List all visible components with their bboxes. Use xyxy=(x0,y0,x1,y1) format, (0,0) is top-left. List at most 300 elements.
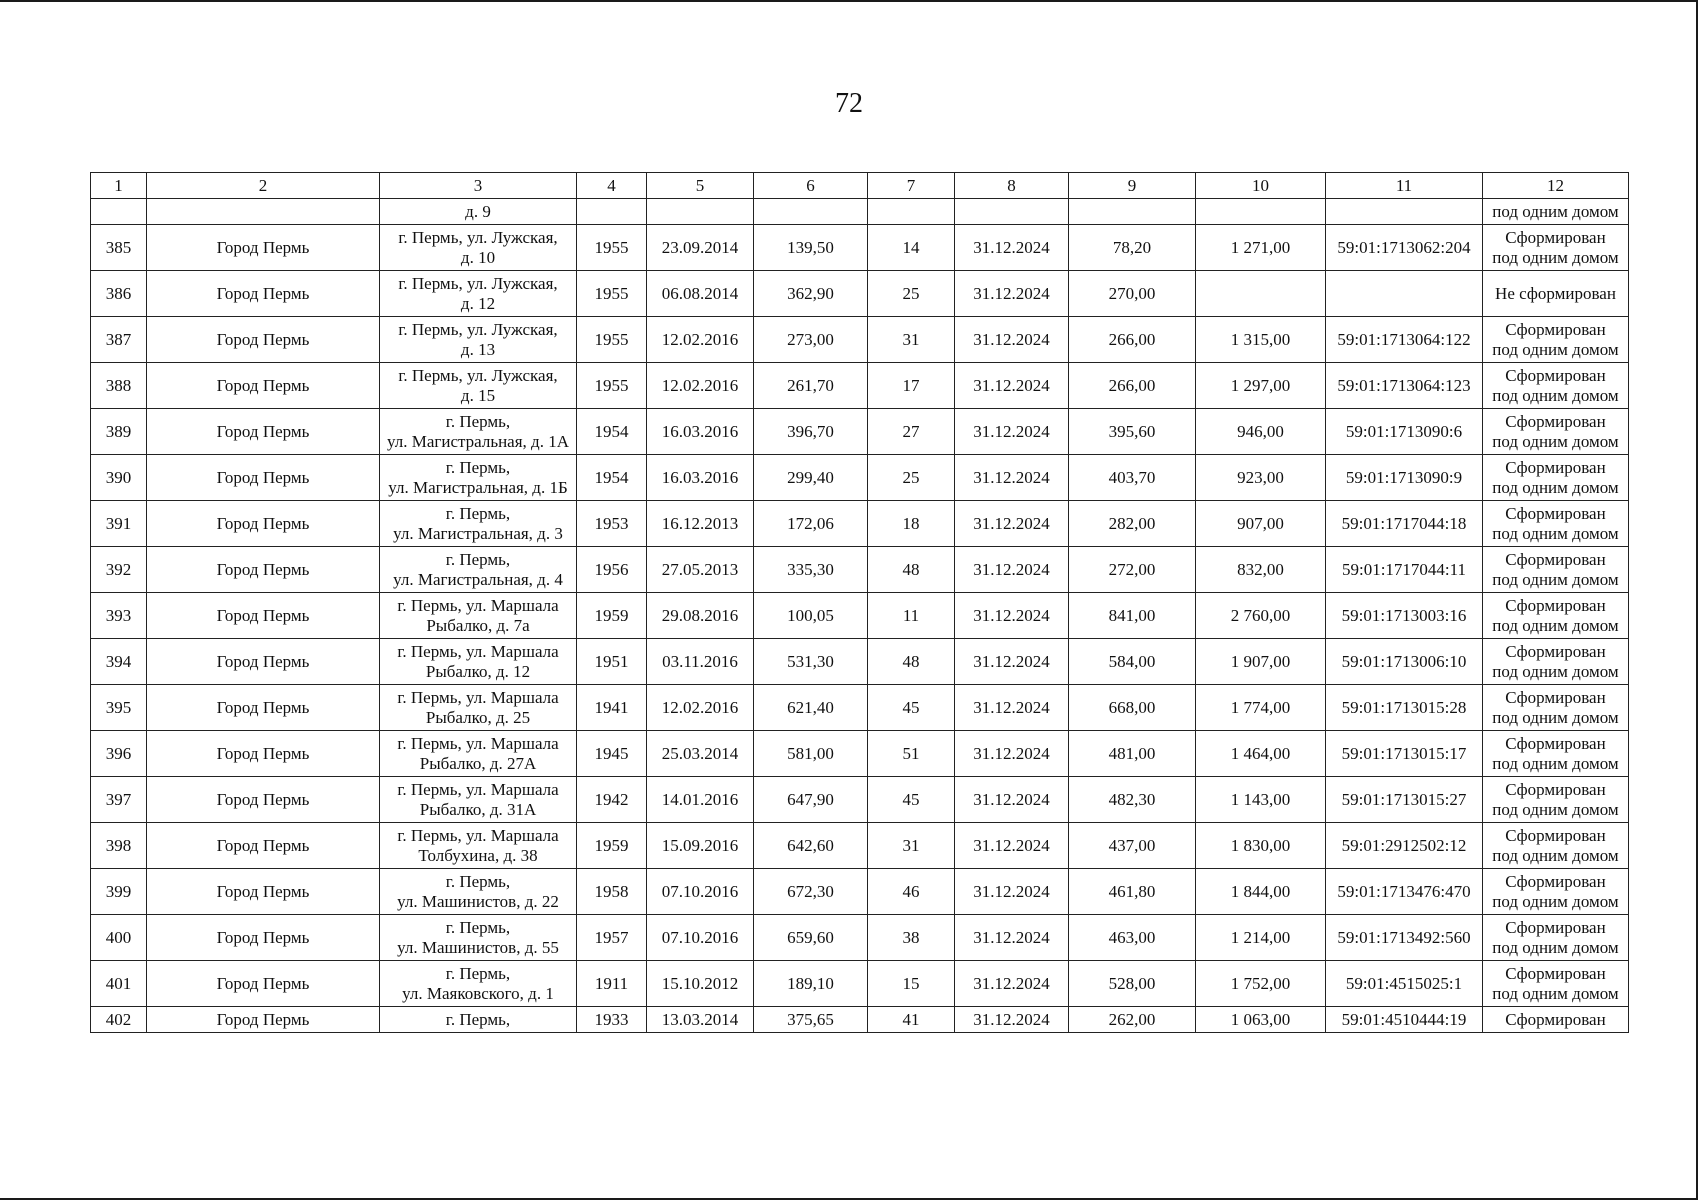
address-cell-line: ул. Машинистов, д. 22 xyxy=(397,891,559,911)
deadline-cell: 31.12.2024 xyxy=(955,501,1069,547)
residents-cell: 48 xyxy=(868,639,955,685)
address-cell-line: г. Пермь, xyxy=(445,457,511,477)
deadline-cell: 31.12.2024 xyxy=(955,731,1069,777)
address-cell-line: г. Пермь, xyxy=(445,503,511,523)
cadastral-number-cell: 59:01:1713090:6 xyxy=(1326,409,1483,455)
address-cell xyxy=(380,639,577,685)
address-cell-line: д. 13 xyxy=(460,339,496,359)
year-cell: 1954 xyxy=(577,455,647,501)
cadastral-number-cell: 59:01:1713006:10 xyxy=(1326,639,1483,685)
table-row xyxy=(91,317,1629,363)
address-cell-line: ул. Магистральная, д. 1Б xyxy=(388,477,568,497)
living-area-cell: 282,00 xyxy=(1069,501,1196,547)
cadastral-number-cell: 59:01:1717044:11 xyxy=(1326,547,1483,593)
date-cell: 25.03.2014 xyxy=(647,731,754,777)
table-row xyxy=(91,961,1629,1007)
address-cell xyxy=(380,409,577,455)
land-status-cell xyxy=(1483,685,1629,731)
area-cell: 647,90 xyxy=(754,777,868,823)
land-status-cell xyxy=(1483,455,1629,501)
land-status-cell xyxy=(1483,915,1629,961)
date-cell: 07.10.2016 xyxy=(647,869,754,915)
column-header: 11 xyxy=(1326,173,1483,199)
residents-cell: 51 xyxy=(868,731,955,777)
column-header: 4 xyxy=(577,173,647,199)
deadline-cell: 31.12.2024 xyxy=(955,823,1069,869)
deadline-cell: 31.12.2024 xyxy=(955,869,1069,915)
deadline-cell xyxy=(955,199,1069,225)
municipality-cell: Город Пермь xyxy=(147,961,380,1007)
land-status-cell-line: Сформирован xyxy=(1505,411,1606,431)
land-status-cell-line: Сформирован xyxy=(1505,595,1606,615)
date-cell: 16.03.2016 xyxy=(647,455,754,501)
land-status-cell-line: под одним домом xyxy=(1492,661,1619,681)
address-cell-line: г. Пермь, xyxy=(445,1009,511,1029)
land-status-cell xyxy=(1483,869,1629,915)
cadastral-number-cell xyxy=(1326,199,1483,225)
residents-cell: 18 xyxy=(868,501,955,547)
year-cell: 1959 xyxy=(577,593,647,639)
page-number: 72 xyxy=(835,88,863,119)
table-header xyxy=(91,173,1629,199)
area-cell: 642,60 xyxy=(754,823,868,869)
land-status-cell-line: Сформирован xyxy=(1505,549,1606,569)
column-header: 1 xyxy=(91,173,147,199)
land-status-cell xyxy=(1483,317,1629,363)
year-cell xyxy=(577,199,647,225)
land-status-cell-line: под одним домом xyxy=(1492,569,1619,589)
municipality-cell: Город Пермь xyxy=(147,363,380,409)
address-cell-line: д. 10 xyxy=(460,247,496,267)
page-border-top xyxy=(0,0,1698,2)
address-cell-line: д. 9 xyxy=(465,201,491,221)
land-status-cell-line: Сформирован xyxy=(1505,779,1606,799)
municipality-cell: Город Пермь xyxy=(147,777,380,823)
land-area-cell: 1 774,00 xyxy=(1196,685,1326,731)
municipality-cell: Город Пермь xyxy=(147,639,380,685)
land-status-cell xyxy=(1483,271,1629,317)
land-status-cell-line: Сформирован xyxy=(1505,963,1606,983)
residents-cell: 11 xyxy=(868,593,955,639)
address-cell-line: ул. Магистральная, д. 3 xyxy=(393,523,563,543)
date-cell: 12.02.2016 xyxy=(647,317,754,363)
table-row xyxy=(91,409,1629,455)
land-status-cell-line: под одним домом xyxy=(1492,983,1619,1003)
land-area-cell xyxy=(1196,199,1326,225)
land-status-cell xyxy=(1483,501,1629,547)
land-status-cell-line: Сформирован xyxy=(1505,733,1606,753)
residents-cell: 46 xyxy=(868,869,955,915)
land-status-cell xyxy=(1483,777,1629,823)
land-area-cell: 1 297,00 xyxy=(1196,363,1326,409)
year-cell: 1941 xyxy=(577,685,647,731)
land-area-cell xyxy=(1196,271,1326,317)
residents-cell: 27 xyxy=(868,409,955,455)
deadline-cell: 31.12.2024 xyxy=(955,271,1069,317)
year-cell: 1957 xyxy=(577,915,647,961)
row-number-cell: 385 xyxy=(91,225,147,271)
date-cell: 03.11.2016 xyxy=(647,639,754,685)
housing-registry-table xyxy=(90,172,1629,1033)
table-row xyxy=(91,501,1629,547)
cadastral-number-cell xyxy=(1326,271,1483,317)
address-cell xyxy=(380,961,577,1007)
deadline-cell: 31.12.2024 xyxy=(955,1007,1069,1033)
year-cell: 1956 xyxy=(577,547,647,593)
land-status-cell-line: под одним домом xyxy=(1492,247,1619,267)
table-row xyxy=(91,915,1629,961)
land-status-cell xyxy=(1483,961,1629,1007)
row-number-cell: 402 xyxy=(91,1007,147,1033)
land-status-cell-line: Сформирован xyxy=(1505,365,1606,385)
land-status-cell-line: под одним домом xyxy=(1492,845,1619,865)
row-number-cell: 398 xyxy=(91,823,147,869)
deadline-cell: 31.12.2024 xyxy=(955,409,1069,455)
address-cell xyxy=(380,225,577,271)
row-number-cell: 399 xyxy=(91,869,147,915)
year-cell: 1954 xyxy=(577,409,647,455)
land-area-cell: 1 315,00 xyxy=(1196,317,1326,363)
date-cell: 12.02.2016 xyxy=(647,685,754,731)
residents-cell: 25 xyxy=(868,271,955,317)
cadastral-number-cell: 59:01:1713492:560 xyxy=(1326,915,1483,961)
land-status-cell-line: Сформирован xyxy=(1505,871,1606,891)
address-cell-line: ул. Магистральная, д. 1А xyxy=(387,431,569,451)
land-status-cell-line: под одним домом xyxy=(1492,477,1619,497)
municipality-cell: Город Пермь xyxy=(147,225,380,271)
living-area-cell: 481,00 xyxy=(1069,731,1196,777)
table-row xyxy=(91,685,1629,731)
land-status-cell-line: под одним домом xyxy=(1492,385,1619,405)
address-cell xyxy=(380,317,577,363)
deadline-cell: 31.12.2024 xyxy=(955,363,1069,409)
address-cell-line: ул. Машинистов, д. 55 xyxy=(397,937,559,957)
land-area-cell: 907,00 xyxy=(1196,501,1326,547)
table-row xyxy=(91,777,1629,823)
column-header: 5 xyxy=(647,173,754,199)
address-cell-line: г. Пермь, ул. Маршала xyxy=(397,641,559,661)
living-area-cell: 461,80 xyxy=(1069,869,1196,915)
year-cell: 1911 xyxy=(577,961,647,1007)
address-cell-line: г. Пермь, ул. Лужская, xyxy=(398,227,558,247)
table-row xyxy=(91,593,1629,639)
living-area-cell: 395,60 xyxy=(1069,409,1196,455)
row-number-cell: 389 xyxy=(91,409,147,455)
date-cell: 16.12.2013 xyxy=(647,501,754,547)
address-cell-line: г. Пермь, xyxy=(445,917,511,937)
row-number-cell: 386 xyxy=(91,271,147,317)
land-status-cell-line: Сформирован xyxy=(1505,503,1606,523)
municipality-cell xyxy=(147,199,380,225)
land-status-cell xyxy=(1483,225,1629,271)
year-cell: 1942 xyxy=(577,777,647,823)
year-cell: 1955 xyxy=(577,363,647,409)
year-cell: 1958 xyxy=(577,869,647,915)
land-status-cell-line: под одним домом xyxy=(1492,937,1619,957)
deadline-cell: 31.12.2024 xyxy=(955,961,1069,1007)
address-cell xyxy=(380,685,577,731)
land-status-cell-line: Сформирован xyxy=(1505,457,1606,477)
municipality-cell: Город Пермь xyxy=(147,317,380,363)
row-number-cell: 395 xyxy=(91,685,147,731)
address-cell xyxy=(380,501,577,547)
land-status-cell xyxy=(1483,731,1629,777)
table-row xyxy=(91,869,1629,915)
column-header: 8 xyxy=(955,173,1069,199)
residents-cell: 15 xyxy=(868,961,955,1007)
row-number-cell: 393 xyxy=(91,593,147,639)
date-cell: 15.10.2012 xyxy=(647,961,754,1007)
living-area-cell xyxy=(1069,199,1196,225)
year-cell: 1951 xyxy=(577,639,647,685)
land-area-cell: 2 760,00 xyxy=(1196,593,1326,639)
area-cell: 273,00 xyxy=(754,317,868,363)
land-area-cell: 1 907,00 xyxy=(1196,639,1326,685)
land-status-cell-line: под одним домом xyxy=(1492,339,1619,359)
land-status-cell xyxy=(1483,547,1629,593)
land-status-cell-line: под одним домом xyxy=(1492,615,1619,635)
municipality-cell: Город Пермь xyxy=(147,731,380,777)
residents-cell: 38 xyxy=(868,915,955,961)
residents-cell: 14 xyxy=(868,225,955,271)
cadastral-number-cell: 59:01:2912502:12 xyxy=(1326,823,1483,869)
residents-cell: 31 xyxy=(868,823,955,869)
date-cell: 16.03.2016 xyxy=(647,409,754,455)
area-cell xyxy=(754,199,868,225)
area-cell: 621,40 xyxy=(754,685,868,731)
residents-cell: 45 xyxy=(868,685,955,731)
municipality-cell: Город Пермь xyxy=(147,455,380,501)
row-number-cell: 400 xyxy=(91,915,147,961)
land-status-cell xyxy=(1483,639,1629,685)
municipality-cell: Город Пермь xyxy=(147,271,380,317)
land-status-cell-line: Сформирован xyxy=(1505,917,1606,937)
address-cell xyxy=(380,1007,577,1033)
column-header: 9 xyxy=(1069,173,1196,199)
address-cell-line: г. Пермь, ул. Маршала xyxy=(397,733,559,753)
address-cell xyxy=(380,455,577,501)
table-row xyxy=(91,455,1629,501)
land-status-cell-line: под одним домом xyxy=(1492,753,1619,773)
column-header: 7 xyxy=(868,173,955,199)
cadastral-number-cell: 59:01:4515025:1 xyxy=(1326,961,1483,1007)
deadline-cell: 31.12.2024 xyxy=(955,547,1069,593)
year-cell: 1953 xyxy=(577,501,647,547)
land-area-cell: 1 063,00 xyxy=(1196,1007,1326,1033)
living-area-cell: 668,00 xyxy=(1069,685,1196,731)
date-cell: 27.05.2013 xyxy=(647,547,754,593)
address-cell xyxy=(380,869,577,915)
cadastral-number-cell: 59:01:1713476:470 xyxy=(1326,869,1483,915)
row-number-cell: 401 xyxy=(91,961,147,1007)
residents-cell: 45 xyxy=(868,777,955,823)
date-cell: 12.02.2016 xyxy=(647,363,754,409)
row-number-cell: 396 xyxy=(91,731,147,777)
address-cell-line: г. Пермь, ул. Маршала xyxy=(397,825,559,845)
land-status-cell xyxy=(1483,823,1629,869)
address-cell-line: г. Пермь, ул. Маршала xyxy=(397,595,559,615)
table-row xyxy=(91,547,1629,593)
cadastral-number-cell: 59:01:1713090:9 xyxy=(1326,455,1483,501)
land-status-cell xyxy=(1483,1007,1629,1033)
address-cell xyxy=(380,271,577,317)
deadline-cell: 31.12.2024 xyxy=(955,685,1069,731)
row-number-cell: 388 xyxy=(91,363,147,409)
municipality-cell: Город Пермь xyxy=(147,593,380,639)
cadastral-number-cell: 59:01:1713064:122 xyxy=(1326,317,1483,363)
living-area-cell: 403,70 xyxy=(1069,455,1196,501)
land-area-cell: 1 752,00 xyxy=(1196,961,1326,1007)
land-status-cell-line: под одним домом xyxy=(1492,523,1619,543)
area-cell: 299,40 xyxy=(754,455,868,501)
address-cell xyxy=(380,731,577,777)
living-area-cell: 266,00 xyxy=(1069,317,1196,363)
deadline-cell: 31.12.2024 xyxy=(955,455,1069,501)
area-cell: 672,30 xyxy=(754,869,868,915)
living-area-cell: 482,30 xyxy=(1069,777,1196,823)
land-status-cell-line: под одним домом xyxy=(1492,707,1619,727)
deadline-cell: 31.12.2024 xyxy=(955,639,1069,685)
area-cell: 100,05 xyxy=(754,593,868,639)
address-cell-line: г. Пермь, ул. Маршала xyxy=(397,687,559,707)
residents-cell xyxy=(868,199,955,225)
year-cell: 1955 xyxy=(577,317,647,363)
address-cell-line: г. Пермь, ул. Лужская, xyxy=(398,273,558,293)
area-cell: 659,60 xyxy=(754,915,868,961)
municipality-cell: Город Пермь xyxy=(147,823,380,869)
address-cell-line: г. Пермь, xyxy=(445,871,511,891)
address-cell xyxy=(380,363,577,409)
area-cell: 189,10 xyxy=(754,961,868,1007)
address-cell-line: Рыбалко, д. 31А xyxy=(419,799,537,819)
row-number-cell: 392 xyxy=(91,547,147,593)
address-cell-line: г. Пермь, ул. Маршала xyxy=(397,779,559,799)
land-area-cell: 923,00 xyxy=(1196,455,1326,501)
living-area-cell: 584,00 xyxy=(1069,639,1196,685)
area-cell: 362,90 xyxy=(754,271,868,317)
cadastral-number-cell: 59:01:1717044:18 xyxy=(1326,501,1483,547)
land-status-cell-line: Не сформирован xyxy=(1495,283,1616,303)
address-cell-line: д. 12 xyxy=(460,293,496,313)
address-cell-line: Рыбалко, д. 25 xyxy=(425,707,531,727)
date-cell: 15.09.2016 xyxy=(647,823,754,869)
municipality-cell: Город Пермь xyxy=(147,869,380,915)
address-cell xyxy=(380,199,577,225)
residents-cell: 17 xyxy=(868,363,955,409)
column-header: 6 xyxy=(754,173,868,199)
column-header: 10 xyxy=(1196,173,1326,199)
date-cell xyxy=(647,199,754,225)
land-status-cell-line: Сформирован xyxy=(1505,1009,1606,1029)
land-status-cell xyxy=(1483,363,1629,409)
address-cell xyxy=(380,593,577,639)
address-cell-line: д. 15 xyxy=(460,385,496,405)
date-cell: 23.09.2014 xyxy=(647,225,754,271)
area-cell: 396,70 xyxy=(754,409,868,455)
land-area-cell: 1 830,00 xyxy=(1196,823,1326,869)
municipality-cell: Город Пермь xyxy=(147,501,380,547)
table-row xyxy=(91,823,1629,869)
living-area-cell: 841,00 xyxy=(1069,593,1196,639)
cadastral-number-cell: 59:01:1713062:204 xyxy=(1326,225,1483,271)
land-area-cell: 1 214,00 xyxy=(1196,915,1326,961)
column-number-row xyxy=(91,173,1629,199)
area-cell: 375,65 xyxy=(754,1007,868,1033)
year-cell: 1933 xyxy=(577,1007,647,1033)
living-area-cell: 272,00 xyxy=(1069,547,1196,593)
land-area-cell: 1 844,00 xyxy=(1196,869,1326,915)
land-status-cell-line: Сформирован xyxy=(1505,687,1606,707)
table-row xyxy=(91,363,1629,409)
table-row xyxy=(91,225,1629,271)
deadline-cell: 31.12.2024 xyxy=(955,225,1069,271)
land-area-cell: 1 271,00 xyxy=(1196,225,1326,271)
table-row xyxy=(91,1007,1629,1033)
living-area-cell: 463,00 xyxy=(1069,915,1196,961)
address-cell xyxy=(380,777,577,823)
address-cell-line: г. Пермь, xyxy=(445,411,511,431)
address-cell-line: Рыбалко, д. 27А xyxy=(419,753,537,773)
deadline-cell: 31.12.2024 xyxy=(955,777,1069,823)
date-cell: 13.03.2014 xyxy=(647,1007,754,1033)
residents-cell: 41 xyxy=(868,1007,955,1033)
area-cell: 261,70 xyxy=(754,363,868,409)
residents-cell: 48 xyxy=(868,547,955,593)
living-area-cell: 266,00 xyxy=(1069,363,1196,409)
land-status-cell-line: под одним домом xyxy=(1492,799,1619,819)
residents-cell: 25 xyxy=(868,455,955,501)
address-cell-line: Толбухина, д. 38 xyxy=(418,845,538,865)
municipality-cell: Город Пермь xyxy=(147,547,380,593)
year-cell: 1955 xyxy=(577,271,647,317)
land-status-cell-line: Сформирован xyxy=(1505,227,1606,247)
land-status-cell-line: Сформирован xyxy=(1505,825,1606,845)
land-status-cell-line: Сформирован xyxy=(1505,641,1606,661)
row-number-cell: 397 xyxy=(91,777,147,823)
address-cell xyxy=(380,915,577,961)
land-area-cell: 832,00 xyxy=(1196,547,1326,593)
table-row xyxy=(91,199,1629,225)
living-area-cell: 270,00 xyxy=(1069,271,1196,317)
address-cell-line: г. Пермь, ул. Лужская, xyxy=(398,365,558,385)
area-cell: 172,06 xyxy=(754,501,868,547)
area-cell: 335,30 xyxy=(754,547,868,593)
year-cell: 1945 xyxy=(577,731,647,777)
row-number-cell: 387 xyxy=(91,317,147,363)
municipality-cell: Город Пермь xyxy=(147,915,380,961)
row-number-cell xyxy=(91,199,147,225)
column-header: 3 xyxy=(380,173,577,199)
address-cell xyxy=(380,823,577,869)
date-cell: 14.01.2016 xyxy=(647,777,754,823)
address-cell-line: ул. Маяковского, д. 1 xyxy=(402,983,554,1003)
column-header: 2 xyxy=(147,173,380,199)
date-cell: 07.10.2016 xyxy=(647,915,754,961)
year-cell: 1959 xyxy=(577,823,647,869)
deadline-cell: 31.12.2024 xyxy=(955,915,1069,961)
living-area-cell: 262,00 xyxy=(1069,1007,1196,1033)
year-cell: 1955 xyxy=(577,225,647,271)
area-cell: 531,30 xyxy=(754,639,868,685)
address-cell-line: ул. Магистральная, д. 4 xyxy=(393,569,563,589)
land-status-cell-line: Сформирован xyxy=(1505,319,1606,339)
date-cell: 06.08.2014 xyxy=(647,271,754,317)
living-area-cell: 437,00 xyxy=(1069,823,1196,869)
residents-cell: 31 xyxy=(868,317,955,363)
table-body xyxy=(91,199,1629,1033)
address-cell-line: Рыбалко, д. 12 xyxy=(425,661,531,681)
table-row xyxy=(91,271,1629,317)
